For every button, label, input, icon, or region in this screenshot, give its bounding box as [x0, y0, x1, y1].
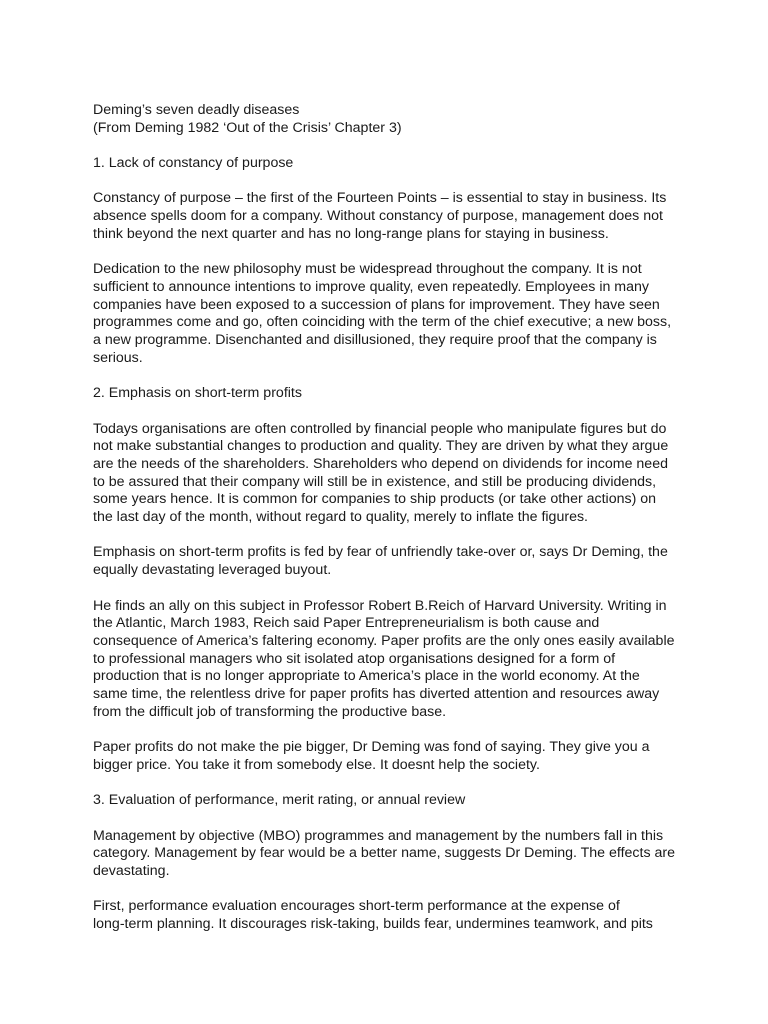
text-line: to professional managers who sit isolated atop organisations designed for a form of — [93, 650, 616, 667]
text-line: programmes come and go, often coinciding with the term of the chief executive; a new boss, — [93, 314, 672, 331]
text-line: category. Management by fear would be a better name, suggests Dr Deming. The effects are — [93, 845, 675, 862]
text-line: a new programme. Disenchanted and disillusioned, they require proof that the company is — [93, 332, 657, 349]
text-line: the Atlantic, March 1983, Reich said Paper Entrepreneurialism is both cause and — [93, 615, 600, 632]
text-line: 3. Evaluation of performance, merit rating, or annual review — [93, 792, 466, 809]
paragraph — [93, 421, 685, 527]
paragraph — [93, 898, 685, 933]
text-line: serious. — [93, 349, 143, 366]
document-title: Deming’s seven deadly diseases — [93, 102, 300, 118]
text-line: absence spells doom for a company. Without constancy of purpose, management does not — [93, 208, 663, 225]
paragraph — [93, 261, 685, 367]
text-line: sufficient to announce intentions to improve quality, even repeatedly. Employees in many — [93, 278, 649, 295]
text-line: the last day of the month, without regard to quality, merely to inflate the figures. — [93, 509, 588, 526]
section-heading — [93, 792, 685, 810]
text-line: Dedication to the new philosophy must be widespread throughout the company. It is not — [93, 261, 642, 278]
text-line: Management by objective (MBO) programmes and management by the numbers fall in this — [93, 827, 664, 844]
paragraph — [93, 828, 685, 881]
text-line: devastating. — [93, 863, 170, 880]
document-body — [93, 155, 685, 934]
text-line: from the difficult job of transforming the productive base. — [93, 703, 447, 720]
document-page — [93, 102, 685, 952]
text-line: Constancy of purpose – the first of the Fourteen Points – is essential to stay in business. Its — [93, 190, 667, 207]
text-line: some years hence. It is common for companies to ship products (or take other actions) on — [93, 491, 657, 508]
section-heading — [93, 385, 685, 403]
text-line: Emphasis on short-term profits is fed by fear of unfriendly take-over or, says Dr Deming, the — [93, 544, 668, 561]
text-line: are the needs of the shareholders. Shareholders who depend on dividends for income need — [93, 455, 668, 472]
paragraph — [93, 190, 685, 243]
text-line: not make substantial changes to production and quality. They are driven by what they argue — [93, 438, 669, 455]
text-line: Todays organisations are often controlled by financial people who manipulate figures but do — [93, 420, 667, 437]
text-line: companies have been exposed to a succession of plans for improvement. They have seen — [93, 296, 660, 313]
document-header — [93, 102, 685, 137]
text-line: to be assured that their company will still be in existence, and still be producing dividends, — [93, 473, 657, 490]
text-line: production that is no longer appropriate to America’s place in the world economy. At the — [93, 668, 640, 685]
text-line: 2. Emphasis on short-term profits — [93, 385, 302, 402]
text-line: think beyond the next quarter and has no long-range plans for staying in business. — [93, 225, 609, 242]
section-heading — [93, 155, 685, 173]
text-line: equally devastating leveraged buyout. — [93, 562, 332, 579]
text-line: long-term planning. It discourages risk-taking, builds fear, undermines teamwork, and pits — [93, 916, 653, 933]
text-line: He finds an ally on this subject in Professor Robert B.Reich of Harvard University. Writing in — [93, 597, 667, 614]
paragraph — [93, 598, 685, 722]
text-line: First, performance evaluation encourages short-term performance at the expense of — [93, 898, 620, 915]
text-line: consequence of America’s faltering economy. Paper profits are the only ones easily available — [93, 632, 675, 649]
text-line: 1. Lack of constancy of purpose — [93, 155, 294, 172]
text-line: same time, the relentless drive for paper profits has diverted attention and resources away — [93, 686, 660, 703]
paragraph — [93, 544, 685, 579]
text-line: Paper profits do not make the pie bigger, Dr Deming was fond of saying. They give you a — [93, 739, 650, 756]
document-source: (From Deming 1982 ‘Out of the Crisis’ Chapter 3) — [93, 119, 402, 136]
text-line: bigger price. You take it from somebody else. It doesnt help the society. — [93, 756, 540, 773]
paragraph — [93, 739, 685, 774]
